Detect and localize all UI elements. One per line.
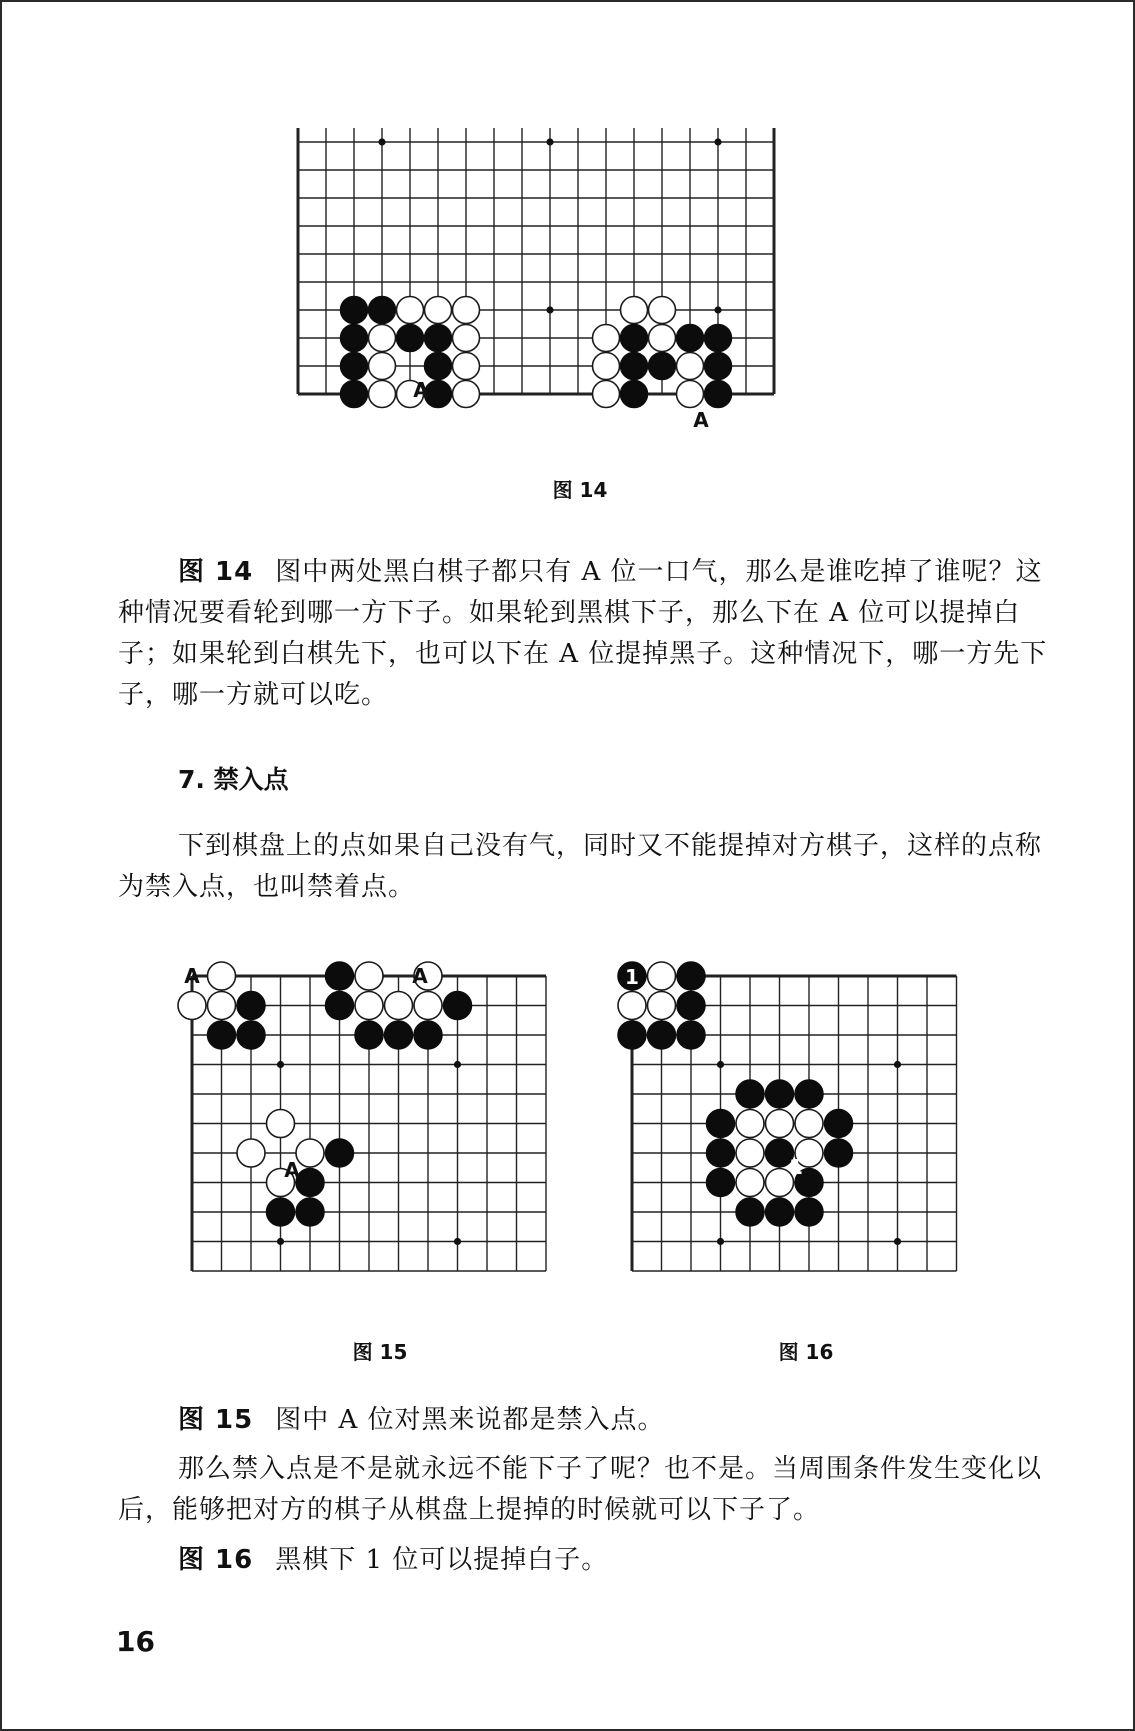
white-stone	[453, 381, 480, 408]
white-stone	[593, 325, 620, 352]
black-stone	[369, 297, 396, 324]
black-stone	[444, 992, 472, 1020]
white-stone	[369, 381, 396, 408]
paragraph-figure-14	[118, 552, 1048, 716]
black-stone	[385, 1021, 413, 1049]
black-stone	[425, 325, 452, 352]
black-stone	[766, 1198, 794, 1226]
white-stone	[369, 325, 396, 352]
paragraph-text-figure-16: 黑棋下 1 位可以提掉白子。	[275, 1545, 609, 1575]
black-stone	[341, 325, 368, 352]
black-stone	[425, 353, 452, 380]
white-stone	[453, 353, 480, 380]
black-stone	[414, 1021, 442, 1049]
star-point	[894, 1238, 901, 1245]
white-stone	[237, 1139, 265, 1167]
white-stone	[453, 325, 480, 352]
paragraph-figure-15	[118, 1400, 1048, 1441]
white-stone	[648, 962, 676, 990]
black-stone	[296, 1169, 324, 1197]
black-stone	[648, 1021, 676, 1049]
fig14-mark-a-left: A	[413, 378, 429, 402]
white-stone	[355, 992, 383, 1020]
figure-14-caption: 图 14	[552, 478, 608, 502]
paragraph-lead-figure-14: 图 14	[178, 557, 254, 587]
white-stone	[385, 992, 413, 1020]
black-stone	[355, 1021, 383, 1049]
black-stone	[825, 1139, 853, 1167]
star-point	[714, 138, 721, 145]
star-point	[454, 1238, 461, 1245]
figure-15-caption: 图 15	[352, 1340, 408, 1364]
white-stone	[621, 297, 648, 324]
white-stone	[677, 353, 704, 380]
paragraph-definition	[118, 826, 1048, 908]
black-stone	[677, 992, 705, 1020]
board-stones-14	[341, 138, 732, 407]
white-stone	[736, 1110, 764, 1138]
paragraph-lead-figure-15: 图 15	[178, 1405, 254, 1435]
paragraph-lead-figure-16: 图 16	[178, 1545, 254, 1575]
star-point	[894, 1061, 901, 1068]
paragraph-text-figure-14: 图中两处黑白棋子都只有 A 位一口气，那么是谁吃掉了谁呢？这种情况要看轮到哪一方下子。如果轮到黑棋下子，那么下在 A 位可以提掉白子；如果轮到白棋先下，也可以下在 A 位提掉黑子。这种情况下，哪一方先下子，哪一方就可以吃。	[118, 557, 1048, 710]
white-stone	[267, 1110, 295, 1138]
paragraph-text-definition: 下到棋盘上的点如果自己没有气，同时又不能提掉对方棋子，这样的点称为禁入点，也叫禁着点。	[118, 831, 1043, 902]
go-board-figure-15	[172, 960, 582, 1320]
black-stone	[677, 1021, 705, 1049]
white-stone	[355, 962, 383, 990]
white-stone	[453, 297, 480, 324]
black-stone	[326, 962, 354, 990]
star-point	[454, 1061, 461, 1068]
black-stone	[705, 325, 732, 352]
paragraph-text-condition-change: 那么禁入点是不是就永远不能下子了呢？也不是。当周围条件发生变化以后，能够把对方的棋子从棋盘上提掉的时候就可以下子了。	[118, 1454, 1043, 1525]
paragraph-text-figure-15: 图中 A 位对黑来说都是禁入点。	[275, 1405, 665, 1435]
fig16-mark-1-center: 1	[789, 1155, 803, 1179]
figure-16-caption: 图 16	[778, 1340, 834, 1364]
black-stone	[705, 353, 732, 380]
star-point	[717, 1061, 724, 1068]
go-board-figure-14	[290, 128, 870, 438]
black-stone	[341, 381, 368, 408]
white-stone	[296, 1139, 324, 1167]
section-heading-forbidden-point: 7. 禁入点	[178, 765, 289, 794]
black-stone	[621, 381, 648, 408]
white-stone	[369, 353, 396, 380]
white-stone	[648, 992, 676, 1020]
black-stone	[267, 1198, 295, 1226]
white-stone	[736, 1139, 764, 1167]
fig15-mark-a-top: A	[412, 964, 428, 988]
black-stone	[825, 1110, 853, 1138]
star-point	[717, 1238, 724, 1245]
white-stone	[618, 992, 646, 1020]
star-point	[277, 1238, 284, 1245]
white-stone	[397, 297, 424, 324]
black-stone	[237, 1021, 265, 1049]
paragraph-figure-16	[118, 1540, 1048, 1581]
white-stone	[425, 297, 452, 324]
board-stones-16	[618, 962, 901, 1245]
board-grid-14	[298, 128, 774, 394]
black-stone	[326, 992, 354, 1020]
star-point	[546, 306, 553, 313]
white-stone	[736, 1169, 764, 1197]
black-stone	[677, 325, 704, 352]
fig15-mark-a-corner: A	[184, 964, 200, 988]
black-stone	[208, 1021, 236, 1049]
white-stone	[208, 992, 236, 1020]
black-stone	[736, 1080, 764, 1108]
white-stone	[178, 992, 206, 1020]
black-stone	[326, 1139, 354, 1167]
black-stone	[397, 325, 424, 352]
white-stone	[593, 353, 620, 380]
black-stone	[705, 381, 732, 408]
black-stone	[795, 1080, 823, 1108]
black-stone	[707, 1110, 735, 1138]
black-stone	[795, 1198, 823, 1226]
fig16-mark-1-corner: 1	[625, 965, 639, 989]
fig15-mark-a-center: A	[284, 1158, 300, 1182]
black-stone	[237, 992, 265, 1020]
black-stone	[296, 1198, 324, 1226]
white-stone	[414, 992, 442, 1020]
black-stone	[621, 353, 648, 380]
black-stone	[707, 1169, 735, 1197]
black-stone	[618, 1021, 646, 1049]
white-stone	[766, 1110, 794, 1138]
white-stone	[649, 325, 676, 352]
black-stone	[677, 962, 705, 990]
star-point	[378, 138, 385, 145]
black-stone	[621, 325, 648, 352]
black-stone	[766, 1080, 794, 1108]
star-point	[714, 306, 721, 313]
fig14-mark-a-right: A	[693, 408, 709, 432]
black-stone	[341, 353, 368, 380]
board-svg-16	[612, 960, 992, 1320]
board-svg-14	[290, 128, 870, 438]
black-stone	[649, 353, 676, 380]
black-stone	[736, 1198, 764, 1226]
white-stone	[677, 381, 704, 408]
star-point	[277, 1061, 284, 1068]
black-stone	[341, 297, 368, 324]
board-svg-15	[172, 960, 582, 1320]
page-number: 16	[116, 1625, 155, 1658]
white-stone	[208, 962, 236, 990]
black-stone	[707, 1139, 735, 1167]
white-stone	[649, 297, 676, 324]
white-stone	[795, 1110, 823, 1138]
star-point	[546, 138, 553, 145]
white-stone	[593, 381, 620, 408]
paragraph-condition-change	[118, 1449, 1048, 1531]
go-board-figure-16	[612, 960, 992, 1320]
